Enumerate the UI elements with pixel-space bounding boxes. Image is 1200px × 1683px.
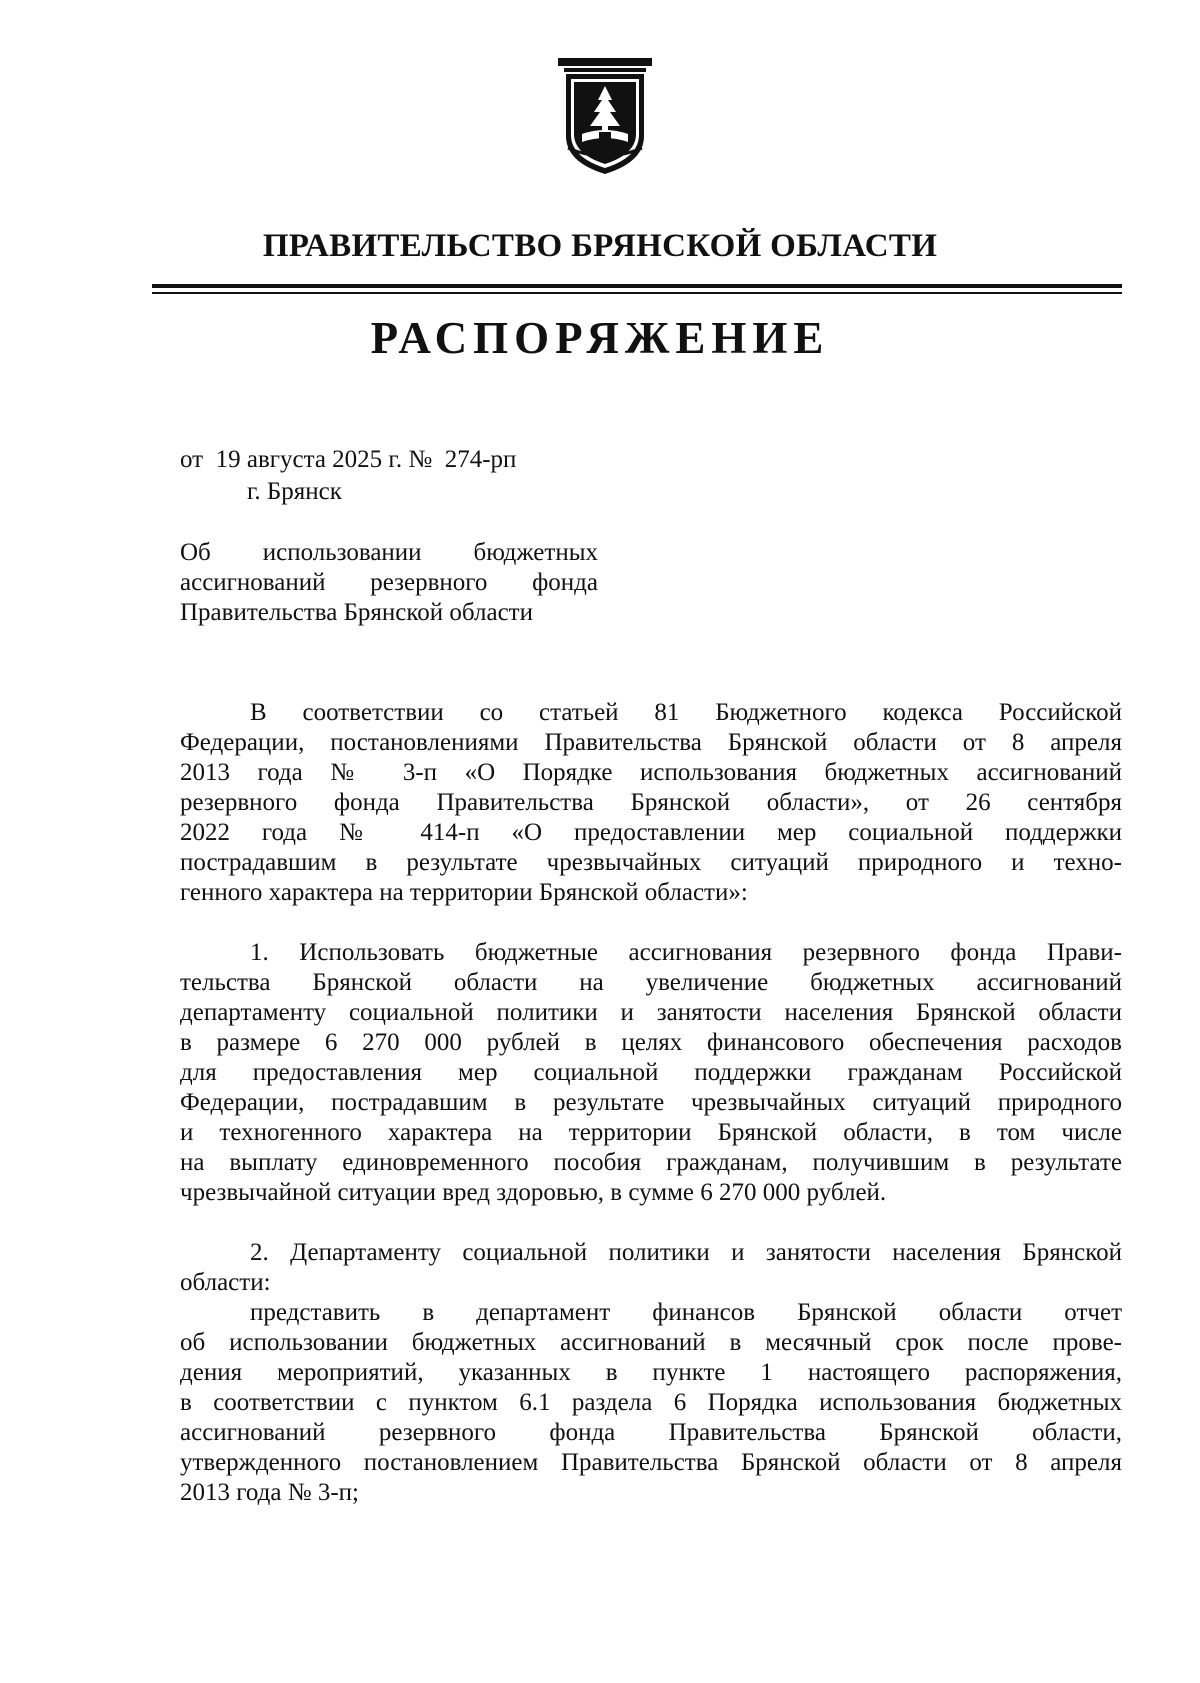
text-line: генного характера на территории Брянской области»: <box>180 879 748 906</box>
text-line: 1. Использовать бюджетные ассигнования резервного фонда Прави- <box>250 939 1122 966</box>
text-line: области: <box>180 1269 271 1296</box>
document-subject <box>180 538 598 628</box>
organization-title: ПРАВИТЕЛЬСТВО БРЯНСКОЙ ОБЛАСТИ <box>262 228 938 264</box>
city-line: г. Брянск <box>247 478 342 505</box>
text-line: и техногенного характера на территории Брянской области, в том числе <box>180 1119 1122 1146</box>
text-line: В соответствии со статьей 81 Бюджетного кодекса Российской <box>250 699 1122 726</box>
item-2-paragraph <box>180 1238 1122 1298</box>
text-line: 2022 года № 414-п «О предоставлении мер социальной поддержки <box>180 819 1122 846</box>
text-line: в размере 6 270 000 рублей в целях финансового обеспечения расходов <box>180 1029 1122 1056</box>
document-meta <box>180 444 516 508</box>
text-line: об использовании бюджетных ассигнований в месячный срок после прове- <box>180 1329 1122 1356</box>
subject-line: Правительства Брянской области <box>180 599 533 626</box>
text-line: Федерации, пострадавшим в результате чрезвычайных ситуаций природного <box>180 1089 1122 1116</box>
header-rule-thick <box>152 284 1122 288</box>
text-line: пострадавшим в результате чрезвычайных ситуаций природного и техно- <box>180 849 1122 876</box>
text-line: для предоставления мер социальной поддержки гражданам Российской <box>180 1059 1122 1086</box>
text-line: ассигнований резервного фонда Правительства Брянской области, <box>180 1419 1122 1446</box>
text-line: 2013 года № 3-п «О Порядке использования бюджетных ассигнований <box>180 759 1122 786</box>
text-line: 2. Департаменту социальной политики и занятости населения Брянской <box>250 1239 1122 1266</box>
subject-line: ассигнований резервного фонда <box>180 569 598 596</box>
header-rule-thin <box>152 292 1122 294</box>
coat-of-arms-emblem <box>558 58 652 178</box>
subject-line: Об использовании бюджетных <box>180 539 598 566</box>
text-line: департаменту социальной политики и занятости населения Брянской области <box>180 999 1122 1026</box>
text-line: на выплату единовременного пособия гражданам, получившим в результате <box>180 1149 1122 1176</box>
text-line: 2013 года № 3-п; <box>180 1479 359 1506</box>
text-line: Федерации, постановлениями Правительства Брянской области от 8 апреля <box>180 729 1122 756</box>
text-line: дения мероприятий, указанных в пункте 1 настоящего распоряжения, <box>180 1359 1122 1386</box>
preamble-paragraph <box>180 698 1122 908</box>
document-type-title: РАСПОРЯЖЕНИЕ <box>370 313 830 363</box>
text-line: представить в департамент финансов Брянской области отчет <box>250 1299 1122 1326</box>
text-line: утвержденного постановлением Правительства Брянской области от 8 апреля <box>180 1449 1122 1476</box>
item-2-subparagraph <box>180 1298 1122 1508</box>
text-line: резервного фонда Правительства Брянской области», от 26 сентября <box>180 789 1122 816</box>
date-number-line: от 19 августа 2025 г. № 274-рп <box>180 446 517 473</box>
item-1-paragraph <box>180 938 1122 1208</box>
text-line: тельства Брянской области на увеличение бюджетных ассигнований <box>180 969 1122 996</box>
text-line: чрезвычайной ситуации вред здоровью, в сумме 6 270 000 рублей. <box>180 1179 887 1206</box>
text-line: в соответствии с пунктом 6.1 раздела 6 Порядка использования бюджетных <box>180 1389 1122 1416</box>
